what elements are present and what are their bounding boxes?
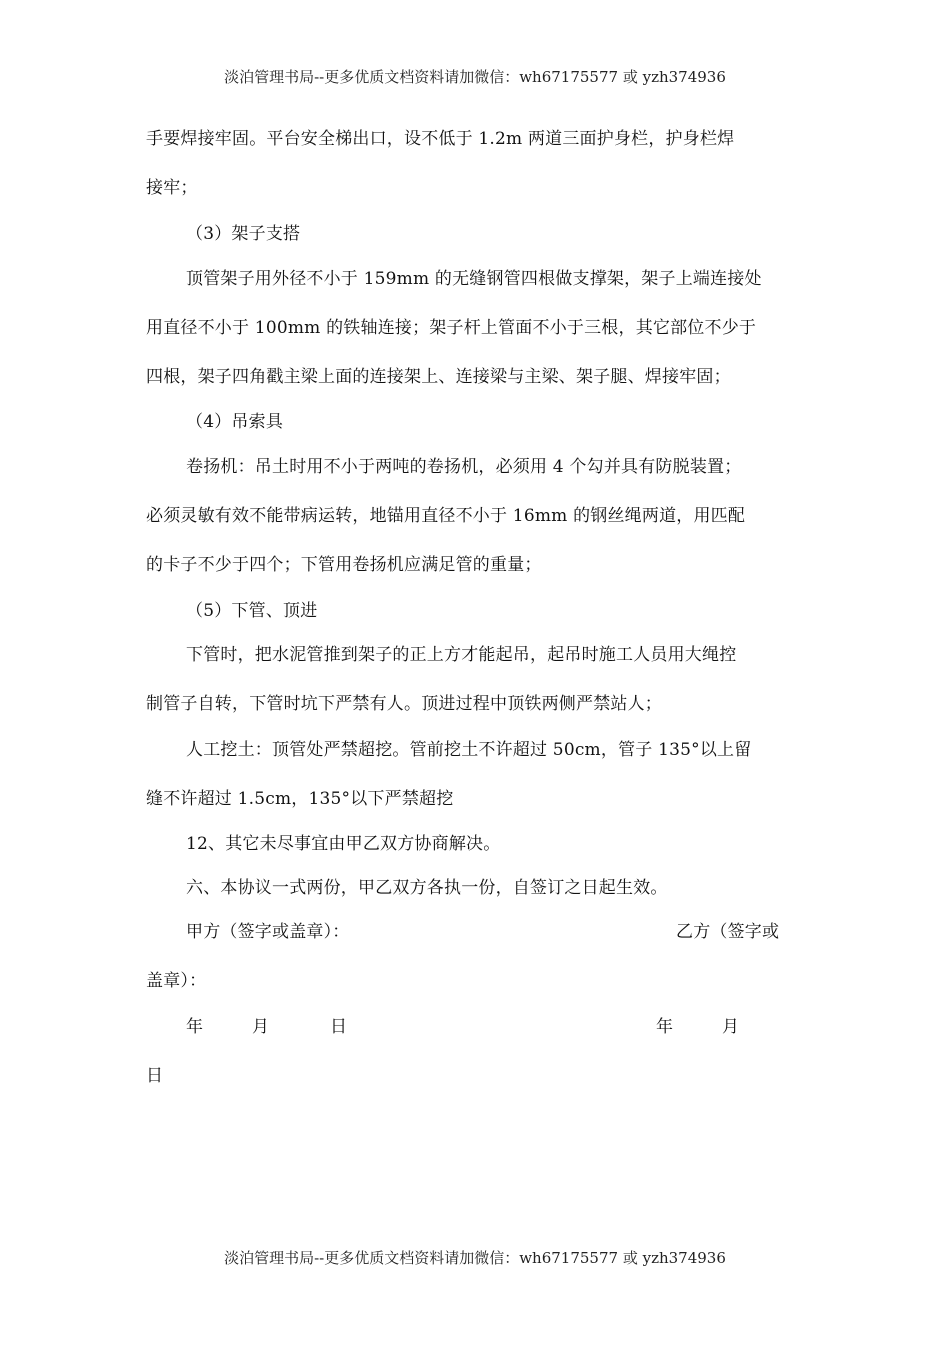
page-header-watermark: 淡泊管理书局--更多优质文档资料请加微信：wh67175577 或 yzh374936 (224, 68, 726, 86)
party-b-date-day: 日 (146, 1066, 164, 1086)
section-heading-scaffold: （3）架子支搭 (186, 224, 301, 244)
page-footer-watermark: 淡泊管理书局--更多优质文档资料请加微信：wh67175577 或 yzh374936 (224, 1249, 726, 1267)
body-line-1: 手要焊接牢固。平台安全梯出口，设不低于 1.2m 两道三面护身栏，护身栏焊 (146, 129, 735, 149)
party-a-signature-label: 甲方（签字或盖章）： (186, 922, 350, 942)
clause-six: 六、本协议一式两份，甲乙双方各执一份，自签订之日起生效。 (186, 878, 668, 898)
body-line-13: 制管子自转，下管时坑下严禁有人。顶进过程中顶铁两侧严禁站人； (146, 694, 662, 714)
body-line-2: 接牢； (146, 178, 198, 198)
party-b-date-month: 月 (722, 1017, 739, 1037)
party-a-date-year: 年 (186, 1017, 203, 1037)
body-line-14: 人工挖土：顶管处严禁超挖。管前挖土不许超过 50cm，管子 135°以上留 (186, 740, 752, 760)
section-heading-lowering: （5）下管、顶进 (186, 601, 318, 621)
party-a-date-month: 月 (252, 1017, 269, 1037)
party-a-date-day: 日 (330, 1017, 347, 1037)
body-line-8: 卷扬机：吊土时用不小于两吨的卷扬机，必须用 4 个勾并具有防脱装置； (186, 457, 742, 477)
party-b-signature-label: 乙方（签字或 (676, 922, 780, 942)
section-heading-rigging: （4）吊索具 (186, 412, 284, 432)
body-line-6: 四根，架子四角戳主梁上面的连接架上、连接梁与主梁、架子腿、焊接牢固； (146, 367, 731, 387)
party-b-date-year: 年 (656, 1017, 673, 1037)
body-line-9: 必须灵敏有效不能带病运转，地锚用直径不小于 16mm 的钢丝绳两道，用匹配 (146, 506, 746, 526)
body-line-5: 用直径不小于 100mm 的铁轴连接；架子杆上管面不小于三根，其它部位不少于 (146, 318, 757, 338)
body-line-12: 下管时，把水泥管推到架子的正上方才能起吊，起吊时施工人员用大绳控 (186, 645, 737, 665)
body-line-4: 顶管架子用外径不小于 159mm 的无缝钢管四根做支撑架，架子上端连接处 (186, 269, 762, 289)
body-line-10: 的卡子不少于四个；下管用卷扬机应满足管的重量； (146, 555, 542, 575)
party-b-signature-label-cont: 盖章）： (146, 971, 207, 991)
clause-12: 12、其它未尽事宜由甲乙双方协商解决。 (186, 834, 501, 854)
body-line-15: 缝不许超过 1.5cm，135°以下严禁超挖 (146, 789, 454, 809)
